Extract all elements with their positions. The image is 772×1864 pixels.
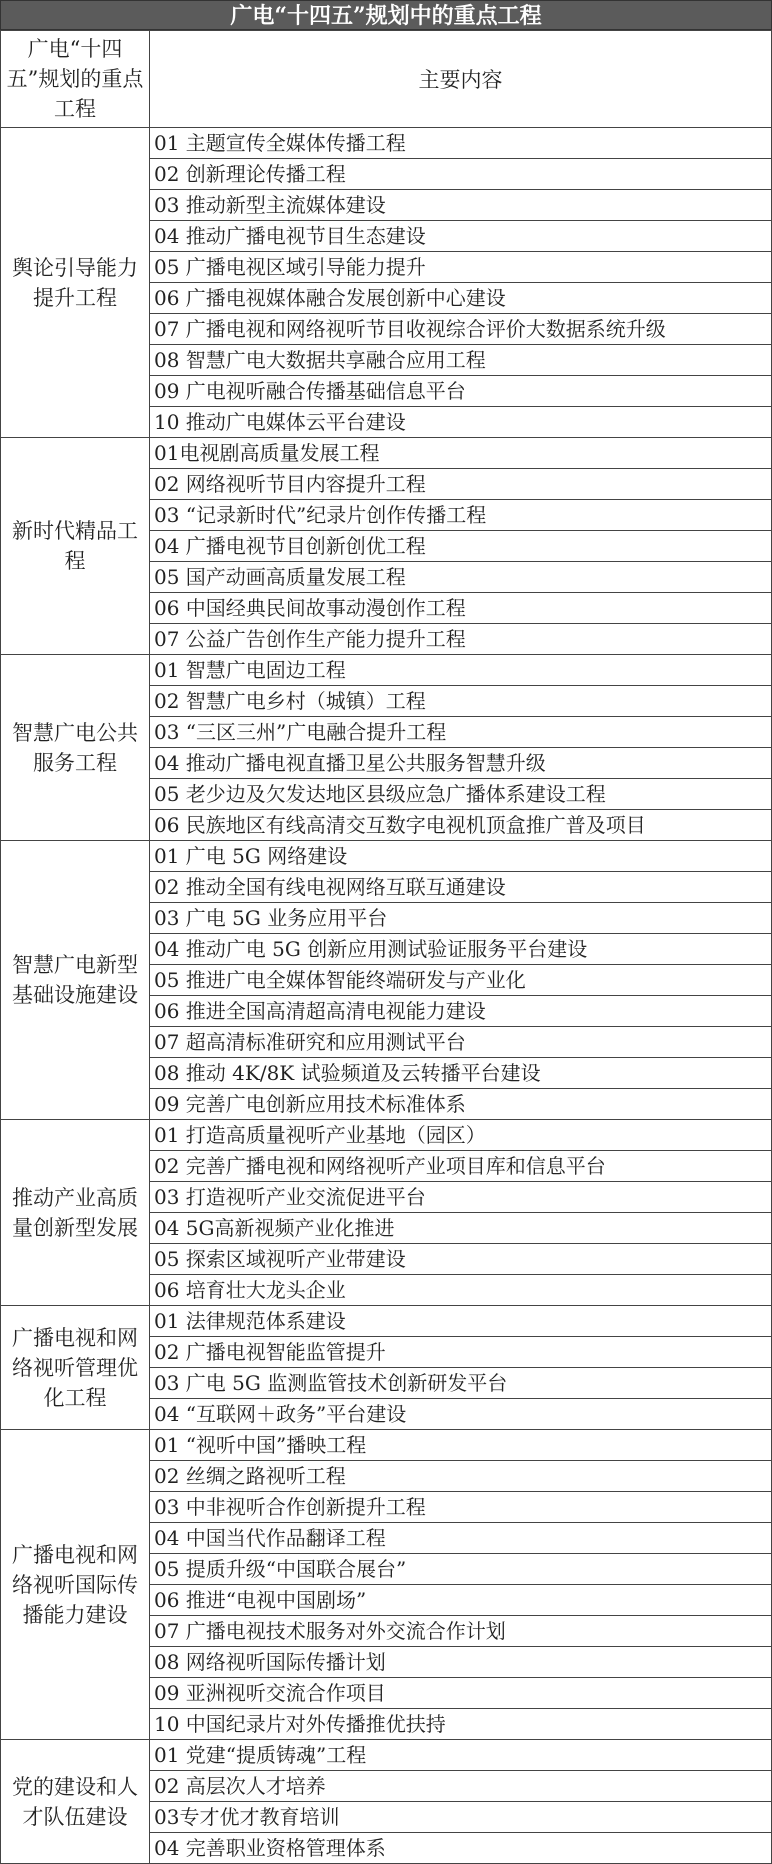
project-item: 01 广电 5G 网络建设 — [150, 841, 772, 872]
project-item: 06 民族地区有线高清交互数字电视机顶盒推广普及项目 — [150, 810, 772, 841]
project-item: 04 5G高新视频产业化推进 — [150, 1213, 772, 1244]
project-item: 03 广电 5G 监测监管技术创新研发平台 — [150, 1368, 772, 1399]
project-item: 09 亚洲视听交流合作项目 — [150, 1678, 772, 1709]
project-item: 05 广播电视区域引导能力提升 — [150, 252, 772, 283]
project-item: 02 丝绸之路视听工程 — [150, 1461, 772, 1492]
project-item: 10 推动广电媒体云平台建设 — [150, 407, 772, 438]
table-body — [1, 128, 772, 1864]
project-item: 04 推动广播电视直播卫星公共服务智慧升级 — [150, 748, 772, 779]
project-item: 05 提质升级“中国联合展台” — [150, 1554, 772, 1585]
project-item: 06 推进“电视中国剧场” — [150, 1585, 772, 1616]
project-item: 02 完善广播电视和网络视听产业项目库和信息平台 — [150, 1151, 772, 1182]
table-row — [1, 1306, 772, 1337]
project-item: 03专才优才教育培训 — [150, 1802, 772, 1833]
project-item: 06 培育壮大龙头企业 — [150, 1275, 772, 1306]
project-item: 05 探索区域视听产业带建设 — [150, 1244, 772, 1275]
project-item: 03 广电 5G 业务应用平台 — [150, 903, 772, 934]
table-row — [1, 1120, 772, 1151]
project-item: 02 广播电视智能监管提升 — [150, 1337, 772, 1368]
project-item: 03 打造视听产业交流促进平台 — [150, 1182, 772, 1213]
category-cell: 党的建设和人才队伍建设 — [1, 1740, 150, 1864]
project-item: 02 网络视听节目内容提升工程 — [150, 469, 772, 500]
project-item: 04 广播电视节目创新创优工程 — [150, 531, 772, 562]
project-item: 02 推动全国有线电视网络互联互通建设 — [150, 872, 772, 903]
project-item: 04 中国当代作品翻译工程 — [150, 1523, 772, 1554]
header-row — [1, 31, 772, 128]
category-cell: 舆论引导能力提升工程 — [1, 128, 150, 438]
project-item: 01 主题宣传全媒体传播工程 — [150, 128, 772, 159]
category-cell: 智慧广电新型基础设施建设 — [1, 841, 150, 1120]
project-item: 04 推动广播电视节目生态建设 — [150, 221, 772, 252]
project-item: 01 法律规范体系建设 — [150, 1306, 772, 1337]
category-cell: 新时代精品工程 — [1, 438, 150, 655]
project-item: 08 网络视听国际传播计划 — [150, 1647, 772, 1678]
project-item: 10 中国纪录片对外传播推优扶持 — [150, 1709, 772, 1740]
project-item: 01 智慧广电固边工程 — [150, 655, 772, 686]
project-item: 05 老少边及欠发达地区县级应急广播体系建设工程 — [150, 779, 772, 810]
project-item: 01 “视听中国”播映工程 — [150, 1430, 772, 1461]
project-item: 04 完善职业资格管理体系 — [150, 1833, 772, 1864]
project-item: 03 “记录新时代”纪录片创作传播工程 — [150, 500, 772, 531]
table-row — [1, 1740, 772, 1771]
table-row — [1, 128, 772, 159]
project-item: 07 广播电视和网络视听节目收视综合评价大数据系统升级 — [150, 314, 772, 345]
header-category: 广电“十四五”规划的重点工程 — [1, 31, 150, 128]
projects-table — [0, 30, 772, 1864]
table-title: 广电“十四五”规划中的重点工程 — [0, 0, 772, 30]
category-cell: 推动产业高质量创新型发展 — [1, 1120, 150, 1306]
table-row — [1, 438, 772, 469]
project-item: 01电视剧高质量发展工程 — [150, 438, 772, 469]
project-item: 05 国产动画高质量发展工程 — [150, 562, 772, 593]
project-item: 07 超高清标准研究和应用测试平台 — [150, 1027, 772, 1058]
project-item: 02 高层次人才培养 — [150, 1771, 772, 1802]
header-content: 主要内容 — [150, 31, 772, 128]
project-item: 06 中国经典民间故事动漫创作工程 — [150, 593, 772, 624]
category-cell: 广播电视和网络视听国际传播能力建设 — [1, 1430, 150, 1740]
project-item: 02 智慧广电乡村（城镇）工程 — [150, 686, 772, 717]
project-item: 06 广播电视媒体融合发展创新中心建设 — [150, 283, 772, 314]
project-item: 06 推进全国高清超高清电视能力建设 — [150, 996, 772, 1027]
table-row — [1, 655, 772, 686]
project-item: 03 “三区三州”广电融合提升工程 — [150, 717, 772, 748]
project-item: 01 党建“提质铸魂”工程 — [150, 1740, 772, 1771]
project-item: 04 推动广电 5G 创新应用测试验证服务平台建设 — [150, 934, 772, 965]
project-item: 09 完善广电创新应用技术标准体系 — [150, 1089, 772, 1120]
project-item: 03 中非视听合作创新提升工程 — [150, 1492, 772, 1523]
category-cell: 广播电视和网络视听管理优化工程 — [1, 1306, 150, 1430]
project-item: 07 广播电视技术服务对外交流合作计划 — [150, 1616, 772, 1647]
project-item: 08 推动 4K/8K 试验频道及云转播平台建设 — [150, 1058, 772, 1089]
project-item: 08 智慧广电大数据共享融合应用工程 — [150, 345, 772, 376]
project-item: 02 创新理论传播工程 — [150, 159, 772, 190]
table-row — [1, 1430, 772, 1461]
project-item: 09 广电视听融合传播基础信息平台 — [150, 376, 772, 407]
table-row — [1, 841, 772, 872]
project-item: 07 公益广告创作生产能力提升工程 — [150, 624, 772, 655]
project-item: 01 打造高质量视听产业基地（园区） — [150, 1120, 772, 1151]
category-cell: 智慧广电公共服务工程 — [1, 655, 150, 841]
project-item: 03 推动新型主流媒体建设 — [150, 190, 772, 221]
project-item: 04 “互联网＋政务”平台建设 — [150, 1399, 772, 1430]
project-item: 05 推进广电全媒体智能终端研发与产业化 — [150, 965, 772, 996]
